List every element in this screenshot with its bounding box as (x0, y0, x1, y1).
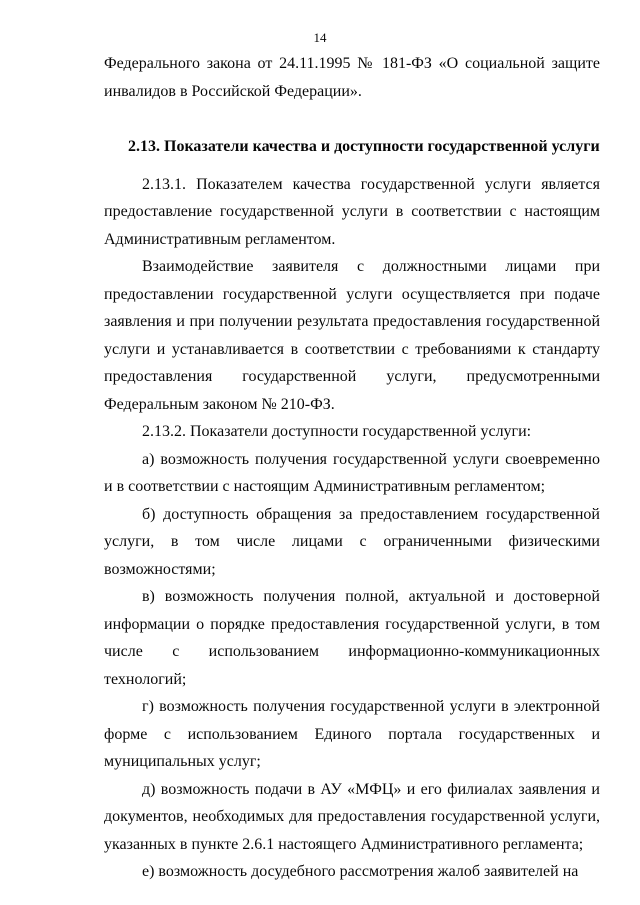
list-item-a: а) возможность получения государственной услуги своевременно и в соответствии с настоящим Административным регламентом; (104, 450, 600, 495)
list-item-g: г) возможность получения государственной услуги в электронной форме с использованием Единого портала государственных и муниципальных услуг; (104, 698, 600, 770)
paragraph-interaction: Взаимодействие заявителя с должностными лицами при предоставлении государственной услуги осуществляется при подаче заявления и при получении результата предоставления государственной услуги и устанавливается в соответствии с требованиями к стандарту предоставления государственной услуги, предусмотренными Федеральным законом № 210-ФЗ. (104, 258, 600, 413)
continuation-paragraph: Федерального закона от 24.11.1995 № 181-ФЗ «О социальной защите инвалидов в Российской Федерации». (104, 55, 600, 100)
list-item-b: б) доступность обращения за предоставлением государственной услуги, в том числе лицами с ограниченными физическими возможностями; (104, 505, 600, 578)
list-item-e: е) возможность досудебного рассмотрения жалоб заявителей на (142, 863, 579, 880)
section-heading: 2.13. Показатели качества и доступности государственной услуги (128, 138, 600, 155)
page-number: 14 (313, 30, 327, 45)
list-item-v: в) возможность получения полной, актуальной и достоверной информации о порядке предоставления государственной услуги, в том числе с использованием информационно-коммуникационных технологий; (104, 588, 600, 688)
page-content (104, 50, 600, 886)
paragraph-2-13-2: 2.13.2. Показатели доступности государственной услуги: (142, 423, 532, 440)
paragraph-2-13-1: 2.13.1. Показателем качества государственной услуги является предоставление государственной услуги в соответствии с настоящим Административным регламентом. (104, 175, 600, 248)
list-item-d: д) возможность подачи в АУ «МФЦ» и его филиалах заявления и документов, необходимых для предоставления государственной услуги, указанных в пункте 2.6.1 настоящего Административного регламента; (104, 780, 600, 853)
